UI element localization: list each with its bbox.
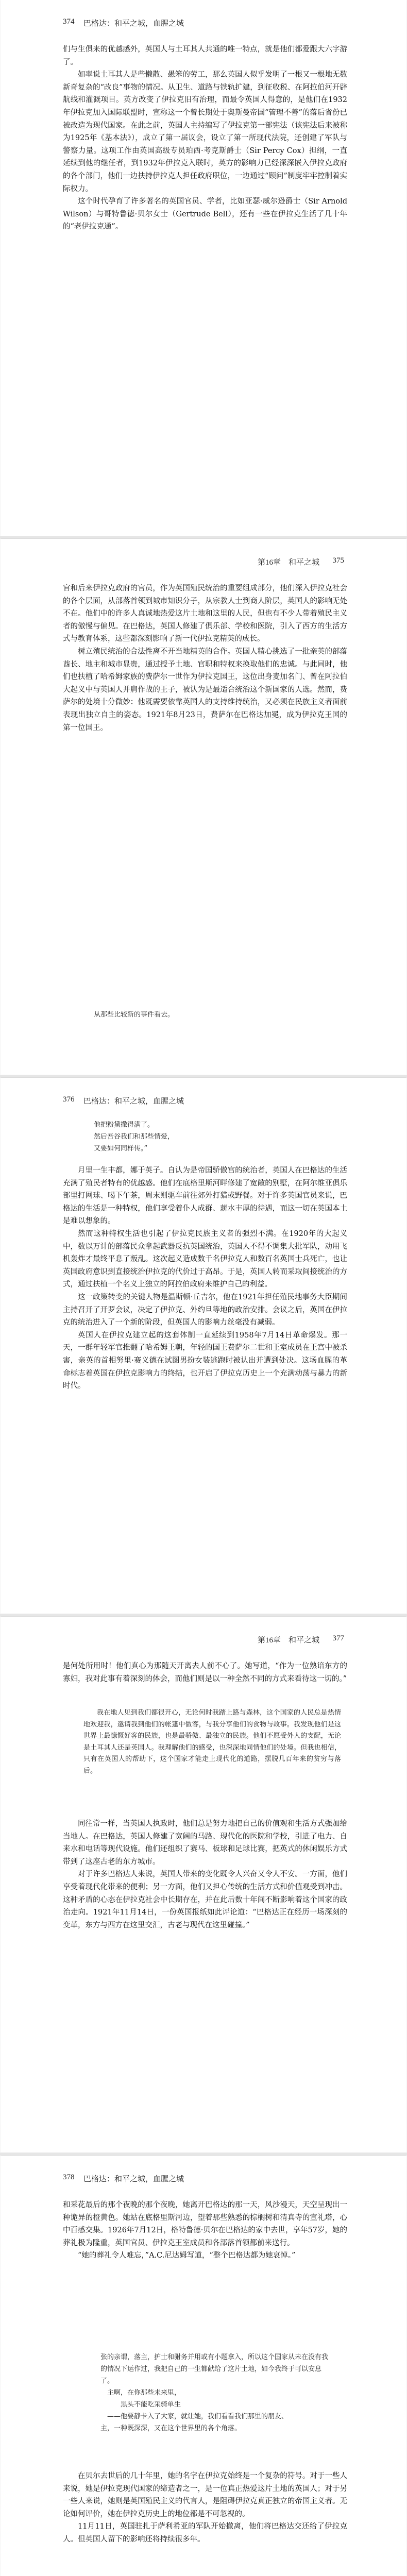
page-number: 376 — [63, 1095, 75, 1104]
verse-line: 他把粉黛撒得满了。 — [94, 1121, 155, 1129]
verse-line: ——他要静卡入了大家，就让她，我们看看我们那里的朋友、 — [107, 2413, 289, 2420]
verse-line: 又要如何同样传。” — [94, 1145, 148, 1153]
page-number: 374 — [63, 18, 75, 26]
paragraph: 英国人在伊拉克建立起的这套体制一直延续到1958年7月14日革命爆发。那一天，一群年轻军官推翻了哈希姆王朝，年轻的国王费萨尔二世和王室成员在王宫中被杀害，亲英的首相努里·赛义德在试图男扮女装逃跑时被认出并遭到处决。这场血腥的革命标志着英国在伊拉克影响力的终结，也开启了伊拉克历史上一个充满动荡与暴力的新时代。 — [63, 1331, 347, 1391]
paragraph: 如率说土耳其人是些懒散、愚笨的劳工，那么英国人似乎发明了一根又一根地无数新奇复杂的“改良”事物的情况。从卫生、道路与铁轨扩建，到征收税、在阿拉伯河开辟航线和灌溉项目。英方改变了伊拉克旧有治理，而最令英国人得意的，是他们在1932年伊拉克加入国际联盟时，宣称这一个曾长期处于奥斯曼帝国“管理不善”的落后省份已被改造为现代国家。在此之前，英国人主持编写了伊拉克第一部宪法（该宪法后来被称为1925年《基本法》），成立了第一届议会，设立了第一所现代法院，还创建了军队与警察力量。这项工作由英国高级专员珀西·考克斯爵士（Sir Percy Cox）担纲，一直延续到他的继任者，到1932年伊拉克入联时，英方的影响力已经深深嵌入伊拉克政府的各个部门，他们一边扶持伊拉克人担任政府职位，一边通过“顾问”制度牢牢控制着实际权力。 — [63, 71, 347, 193]
running-title: 第16章 和平之城 — [257, 558, 319, 567]
page-body-top — [63, 1660, 347, 1685]
paragraph: 11月11日，英国驻扎于萨利希亚的军队开始撤离，他们将巴格达交还给了伊拉克人。但英国人留下的影响还将持续很多年。 — [63, 2522, 347, 2544]
verse-line: 主，一种既深深，又在这个世界里的各个角落。 — [100, 2425, 242, 2432]
document-page-376 — [1, 1078, 406, 1614]
document-page-378 — [1, 2156, 406, 2576]
page-body — [63, 43, 347, 233]
running-title: 巴格达：和平之城，血腥之城 — [83, 2175, 184, 2183]
page-header — [63, 2173, 344, 2184]
running-title: 巴格达：和平之城，血腥之城 — [83, 1097, 184, 1106]
page-body — [63, 582, 347, 734]
verse-line: 张的亲谓，落主，护士和驸务并用或有小题拿入，所以这个国家从未在没有我的情况下运作过，我把自己的一生都献给了这片土地，如今我终于可以安息了。 — [100, 2353, 329, 2385]
paragraph: 月里一生丰都，娜于英子。自认为是帝国骄傲宫的统治者，英国人在巴格达的生活充满了殖民者特有的优越感。他们在底格里斯河畔修建了宽敞的别墅，在阿尔维亚俱乐部里打网球、喝下午茶，周末则驱车前往郊外打猎或野餐。对于许多英国官员来说，巴格达的生活是一种特权，他们享受着仆人成群、薪水丰厚的待遇，而这一切在英国本土是难以想象的。 — [63, 1166, 347, 1226]
document-page-375 — [1, 539, 406, 1075]
page-header — [63, 556, 344, 568]
quote-paragraph: 我在地人见到我们都很开心，无论何时我踏上路与森林，这个国家的人民总是热情地欢迎我，邀请我到他们的帐篷中做客，与我分享他们的食物与故事。我发现他们是这世界上最慷慨好客的民族，也是最骄傲、最独立的民族。他们不愿受外人的支配，无论是土耳其人还是英国人。我理解他们的感受，也深深地同情他们的处境。但我也相信，只有在英国人的帮助下，这个国家才能走上现代化的道路，摆脱几百年来的贫穷与落后。 — [83, 1709, 341, 1775]
paragraph: 和采花最后的那个夜晚的那个夜晚，她离开巴格达的那一天，风沙漫天，天空呈现出一种诡异的橙黄色。她站在底格里斯河边，望着那些熟悉的棕榈树和清真寺的宣礼塔，心中百感交集。1926年7月12日，格特鲁德·贝尔在巴格达的家中去世，享年57岁，她的葬礼极为隆重，英国官员、伊拉克王室成员和各部落首领都前来送行。 — [63, 2201, 347, 2247]
paragraph: 们与生俱来的优越感外，英国人与土耳其人共通的唯一特点，就是他们都爱跟大六字游了。 — [63, 45, 347, 66]
paragraph: 树立殖民统治的合法性离不开当地精英的合作。英国人精心挑选了一批亲英的部落酋长、地主和城市显贵，通过授予土地、官职和特权来换取他们的忠诚。与此同时，他们也扶植了哈希姆家族的费萨尔一世作为伊拉克国王，这位出身麦加名门、曾在阿拉伯大起义中与英国人并肩作战的王子，被认为是最适合统治这个新国家的人选。然而，费萨尔的处境十分微妙：他既需要依靠英国人的支持维持统治，又必须在民族主义者面前表现出独立自主的姿态。1921年8月23日，费萨尔在巴格达加冕，成为伊拉克王国的第一位国王。 — [63, 647, 347, 732]
verse-line: 从那些比较新的事件看去。 — [94, 1011, 175, 1019]
page-number: 377 — [332, 1634, 344, 1642]
block-quote — [83, 1707, 341, 1777]
paragraph: 然而这种特权生活也引起了伊拉克民族主义者的强烈不满。在1920年的大起义中，数以万计的部落民众拿起武器反抗英国统治，英国人不得不调集大批军队，动用飞机轰炸才最终平息了叛乱。这次起义造成数千名伊拉克人和数百名英国士兵死亡，也让英国政府意识到直接统治伊拉克的代价过于高昂。于是，英国人转而采取间接统治的方式，通过扶植一个名义上独立的阿拉伯政府来维护自己的利益。 — [63, 1229, 347, 1289]
paragraph: 是何处所用时！他们真心为那随天开离去人前不心了。她写道，“作为一位熟谙东方的寡妇，我对此事有着深刻的体会，而他们则是以一种全然不同的方式来看待这一切的。” — [63, 1662, 347, 1683]
paragraph: 同往常一样，当英国人执政时，他们总是努力地把自己的价值观和生活方式强加给当地人。在巴格达，英国人修建了宽阔的马路、现代化的医院和学校，引进了电力、自来水和电话等现代设施。他们还组织了赛马、板球和足球比赛，把英式的休闲娱乐方式带到了这座古老的东方城市。 — [63, 1820, 347, 1866]
page-body-bottom — [63, 2470, 347, 2546]
paragraph: 这一政策转变的关键人物是温斯顿·丘吉尔，他在1921年担任殖民地事务大臣期间主持召开了开罗会议，决定了伊拉克、外约旦等地的政治安排。会议之后，英国在伊拉克的统治进入了一个新的阶段，但英国人的影响力丝毫没有减弱。 — [63, 1293, 347, 1327]
page-header — [63, 1095, 344, 1107]
paragraph: “她的葬礼令人难忘，”A.C.尼达姆写道，“整个巴格达都为她哀悼。” — [78, 2251, 296, 2260]
paragraph: 官和后来伊拉克政府的官员，作为英国殖民统治的重要组成部分，他们深入伊拉克社会的各个层面，从部落首领到城市知识分子，从宗教人士到商人阶层，英国人的影响无处不在。他们中的许多人真诚地热爱这片土地和这里的人民，但也有不少人带着殖民主义者的傲慢与偏见。在巴格达，英国人修建了俱乐部、学校和医院，引入了西方的生活方式与教育体系，这些都深刻影响了新一代伊拉克精英的成长。 — [63, 584, 347, 643]
running-title: 第16章 和平之城 — [257, 1636, 319, 1645]
page-number: 375 — [332, 556, 344, 565]
page-body-top — [63, 2199, 347, 2262]
page-header — [63, 1634, 344, 1646]
paragraph: 这个时代孕育了许多著名的英国官员、学者，比如亚瑟·威尔逊爵士（Sir Arnold Wilson）与哥特鲁德·贝尔女士（Gertrude Bell），还有一些在伊拉克生活了几十年的“老伊拉克通”。 — [63, 197, 347, 231]
verse-block — [94, 2351, 331, 2434]
page-header — [63, 18, 344, 29]
page-body-bottom — [63, 1818, 347, 1931]
page-body — [63, 1164, 347, 1393]
paragraph: 在贝尔去世后的几十年里，她的名字在伊拉克始终是一个复杂的符号。对于一些人来说，她是伊拉克现代国家的缔造者之一，是一位真正热爱这片土地的英国人；对于另一些人来说，她则是英国殖民主义的代言人，是阻碍伊拉克真正独立的帝国主义者。无论如何评价，她在伊拉克历史上的地位都是不可忽视的。 — [63, 2472, 347, 2518]
verse-line: 黑头不能吃采骑单生 — [121, 2401, 181, 2409]
document-page-374 — [1, 0, 406, 536]
verse-line: 主啊，在你那些未来里， — [107, 2389, 181, 2397]
paragraph: 对于许多巴格达人来说，英国人带来的变化既令人兴奋又令人不安。一方面，他们享受着现代化带来的便利；另一方面，他们又担心传统的生活方式和价值观受到冲击。这种矛盾的心态在伊拉克社会中长期存在，并在此后数十年间不断影响着这个国家的政治走向。1921年11月14日，一份英国报纸如此评论道：“巴格达正在经历一场深刻的变革，东方与西方在这里交汇，古老与现代在这里碰撞。” — [63, 1870, 347, 1929]
page-number: 378 — [63, 2173, 75, 2181]
document-page-377 — [1, 1617, 406, 2153]
verse-line: 然后吾谷我们和那些情爱， — [94, 1133, 175, 1141]
closing-line — [94, 1009, 331, 1021]
verse-block — [94, 1119, 331, 1155]
running-title: 巴格达：和平之城，血腥之城 — [83, 20, 184, 28]
